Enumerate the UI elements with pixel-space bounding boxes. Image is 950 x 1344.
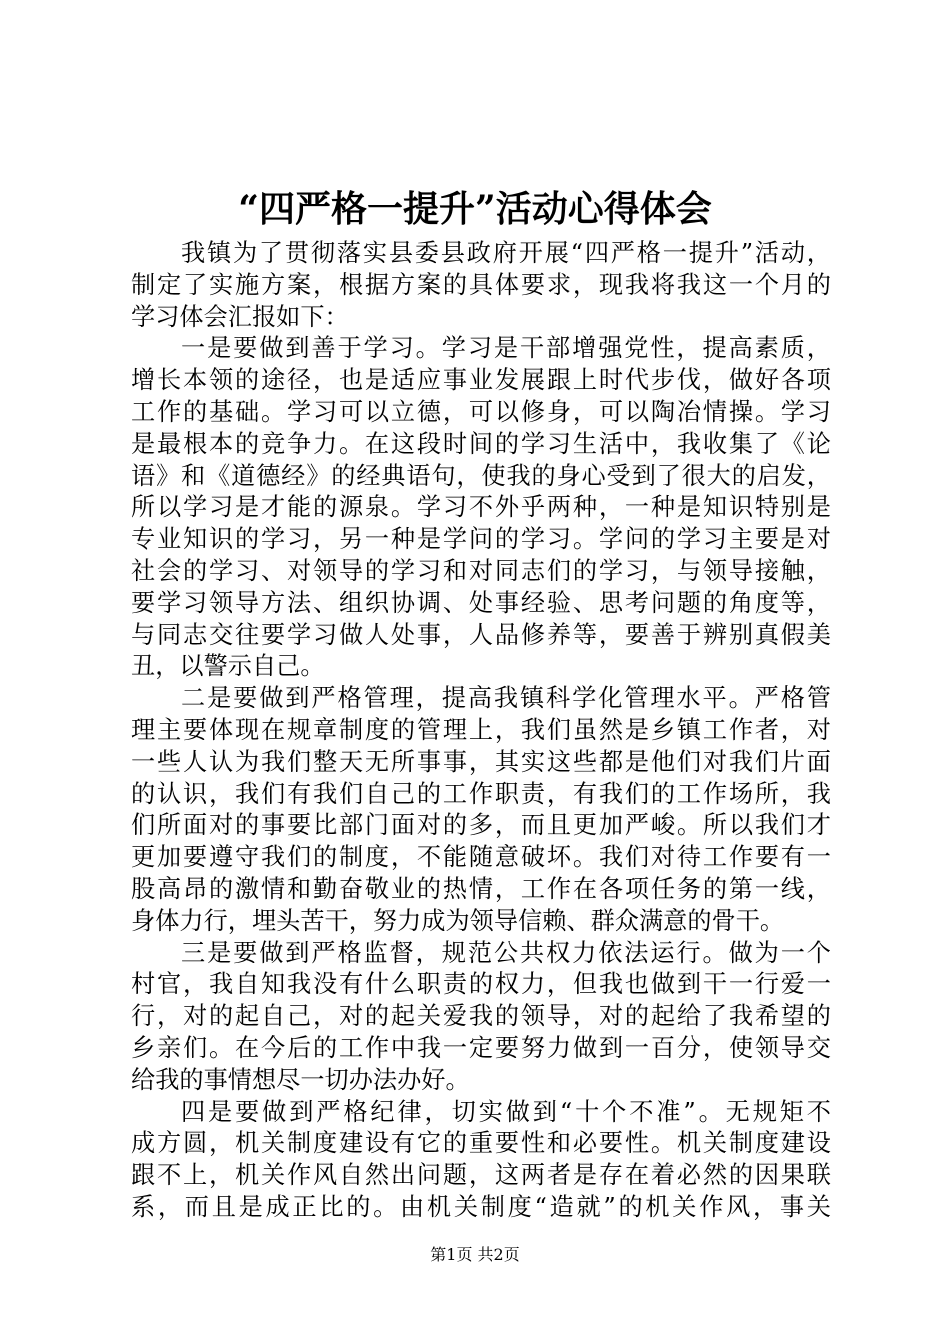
text-line: 股高昂的激情和勤奋敬业的热情，工作在各项任务的第一线，: [131, 874, 831, 903]
text-line: 行，对的起自己，对的起关爱我的领导，对的起给了我希望的: [131, 1002, 831, 1031]
text-line: 成方圆，机关制度建设有它的重要性和必要性。机关制度建设: [131, 1129, 831, 1158]
document-body: [131, 238, 831, 1224]
text-line: 工作的基础。学习可以立德，可以修身，可以陶冶情操。学习: [131, 397, 831, 426]
text-line: 我镇为了贯彻落实县委县政府开展“四严格一提升”活动，: [181, 239, 831, 267]
text-line: 身体力行，埋头苦干，努力成为领导信赖、群众满意的骨干。: [131, 906, 785, 935]
text-line: 一是要做到善于学习。学习是干部增强党性，提高素质，: [181, 334, 831, 363]
text-line: 丑，以警示自己。: [131, 652, 325, 681]
text-line: 一些人认为我们整天无所事事，其实这些都是他们对我们片面: [131, 747, 831, 776]
text-line: 语》和《道德经》的经典语句，使我的身心受到了很大的启发，: [131, 461, 831, 490]
text-line: 乡亲们。在今后的工作中我一定要努力做到一百分，使领导交: [131, 1033, 831, 1062]
text-line: 二是要做到严格管理，提高我镇科学化管理水平。严格管: [181, 684, 831, 713]
text-line: 专业知识的学习，另一种是学问的学习。学问的学习主要是对: [131, 525, 831, 554]
text-line: 是最根本的竞争力。在这段时间的学习生活中，我收集了《论: [131, 429, 831, 458]
text-line: 三是要做到严格监督，规范公共权力依法运行。做为一个: [181, 938, 831, 967]
text-line: 与同志交往要学习做人处事，人品修养等，要善于辨别真假美: [131, 620, 831, 649]
text-line: 给我的事情想尽一切办法办好。: [131, 1065, 470, 1094]
text-line: 们所面对的事要比部门面对的多，而且更加严峻。所以我们才: [131, 811, 831, 840]
document-title: “四严格一提升”活动心得体会: [238, 188, 712, 230]
text-line: 村官，我自知我没有什么职责的权力，但我也做到干一行爱一: [131, 970, 831, 999]
text-line: 四是要做到严格纪律，切实做到“十个不准”。无规矩不: [181, 1097, 831, 1126]
text-line: 增长本领的途径，也是适应事业发展跟上时代步伐，做好各项: [131, 366, 831, 395]
text-line: 更加要遵守我们的制度，不能随意破坏。我们对待工作要有一: [131, 843, 831, 872]
text-line: 系，而且是成正比的。由机关制度“造就”的机关作风，事关: [131, 1192, 831, 1221]
text-line: 的认识，我们有我们自己的工作职责，有我们的工作场所，我: [131, 779, 831, 808]
text-line: 制定了实施方案，根据方案的具体要求，现我将我这一个月的: [131, 270, 831, 299]
text-line: 所以学习是才能的源泉。学习不外乎两种，一种是知识特别是: [131, 493, 831, 522]
text-line: 学习体会汇报如下：: [131, 302, 349, 331]
text-line: 社会的学习、对领导的学习和对同志们的学习，与领导接触，: [131, 556, 831, 585]
page-number: 第1页 共2页: [430, 1245, 520, 1264]
text-line: 要学习领导方法、组织协调、处事经验、思考问题的角度等，: [131, 588, 831, 617]
text-line: 跟不上，机关作风自然出问题，这两者是存在着必然的因果联: [131, 1161, 831, 1190]
text-line: 理主要体现在规章制度的管理上，我们虽然是乡镇工作者，对: [131, 715, 831, 744]
